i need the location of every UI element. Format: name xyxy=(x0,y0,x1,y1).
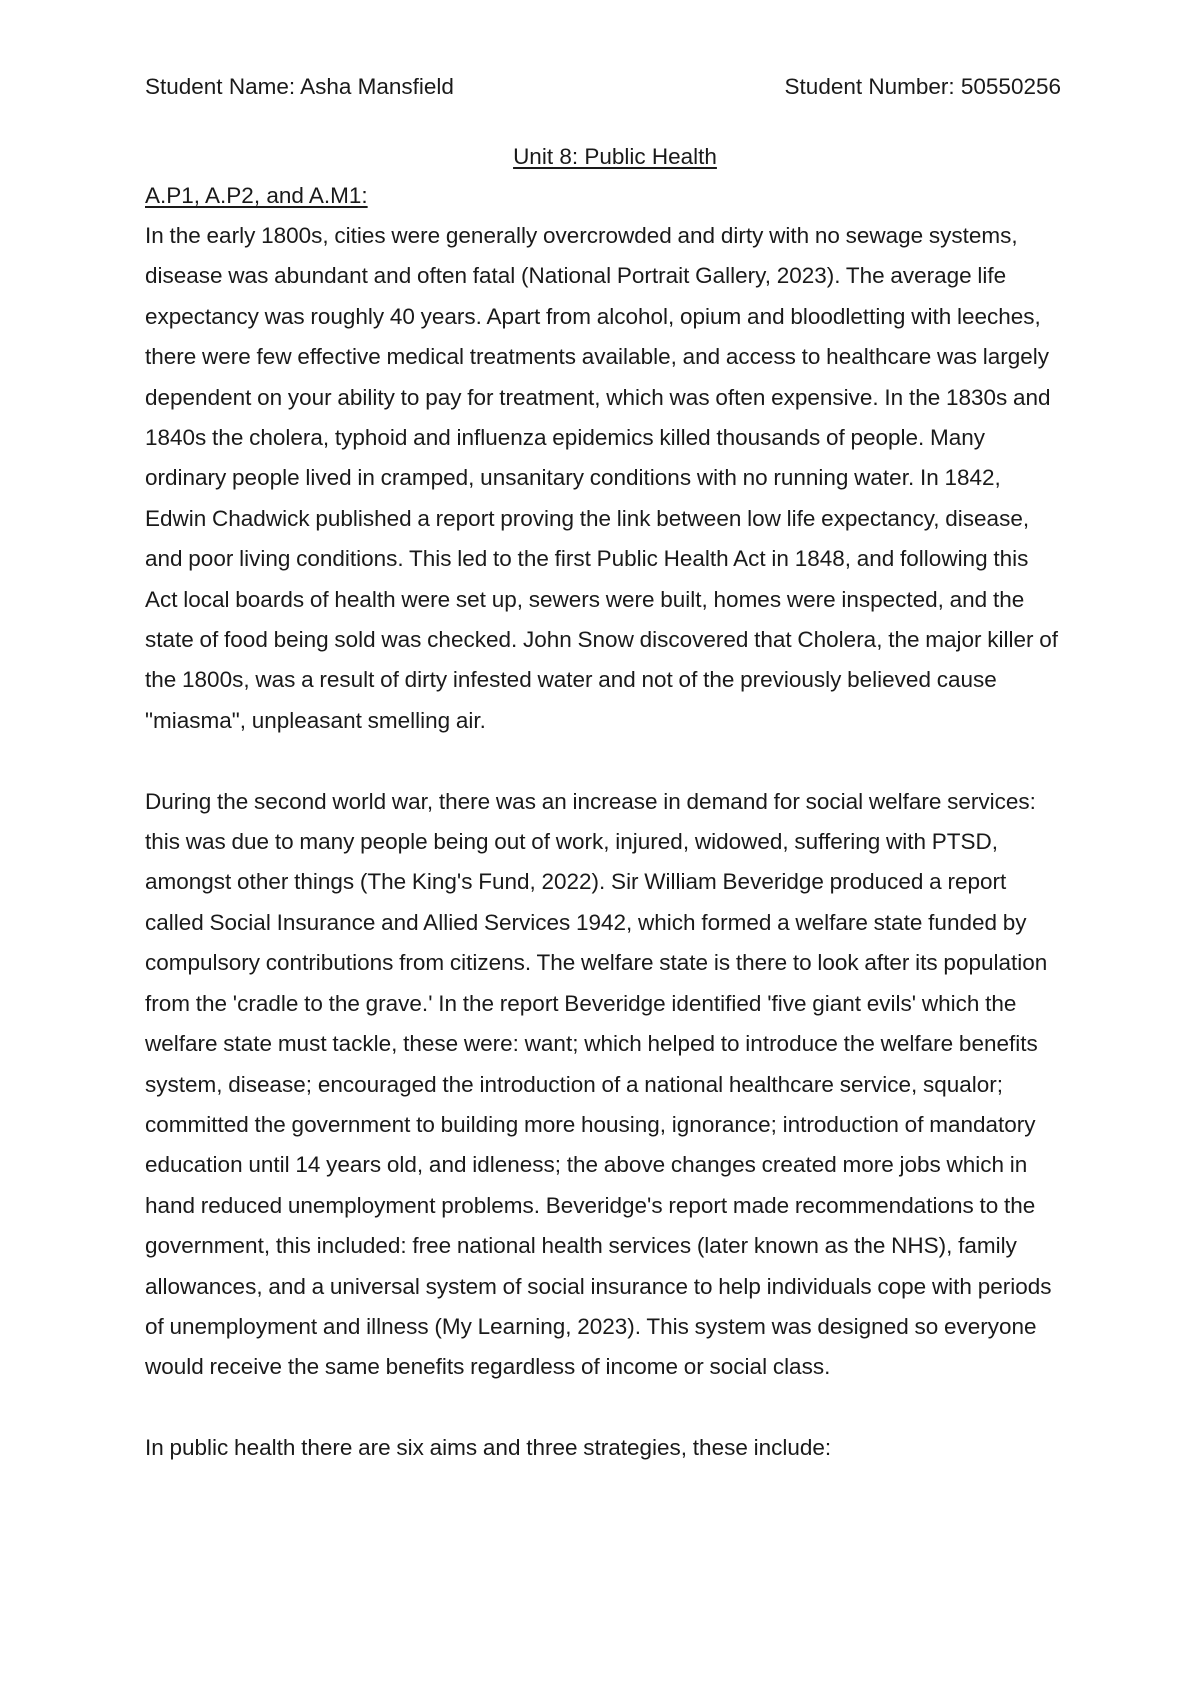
paragraph-victorian-public-health: In the early 1800s, cities were generally overcrowded and dirty with no sewage systems, disease was abundant and often fatal (National Portrait Gallery, 2023). The average life expectancy was roughly 40 years. Apart from alcohol, opium and bloodletting with leeches, there were few effective medical treatments available, and access to healthcare was largely dependent on your ability to pay for treatment, which was often expensive. In the 1830s and 1840s the cholera, typhoid and influenza epidemics killed thousands of people. Many ordinary people lived in cramped, unsanitary conditions with no running water. In 1842, Edwin Chadwick published a report proving the link between low life expectancy, disease, and poor living conditions. This led to the first Public Health Act in 1848, and following this Act local boards of health were set up, sewers were built, homes were inspected, and the state of food being sold was checked. John Snow discovered that Cholera, the major killer of the 1800s, was a result of dirty infested water and not of the previously believed cause "miasma", unpleasant smelling air. xyxy=(145,223,1059,733)
document-header xyxy=(145,68,1065,106)
student-number: Student Number: 50550256 xyxy=(784,74,1061,99)
section-label: A.P1, A.P2, and A.M1: xyxy=(145,183,368,208)
student-name: Student Name: Asha Mansfield xyxy=(145,74,454,99)
section-label-row xyxy=(145,176,1065,216)
paragraph-gap xyxy=(145,741,1065,781)
document-title: Unit 8: Public Health xyxy=(513,144,717,169)
paragraph-gap xyxy=(145,1388,1065,1428)
paragraph-welfare-state: During the second world war, there was an increase in demand for social welfare services: this was due to many people being out of work, injured, widowed, suffering with PTSD, amongst other things (The King's Fund, 2022). Sir William Beveridge produced a report called Social Insurance and Allied Services 1942, which formed a welfare state funded by compulsory contributions from citizens. The welfare state is there to look after its population from the 'cradle to the grave.' In the report Beveridge identified 'five giant evils' which the welfare state must tackle, these were: want; which helped to introduce the welfare benefits system, disease; encouraged the introduction of a national healthcare service, squalor; committed the government to building more housing, ignorance; introduction of mandatory education until 14 years old, and idleness; the above changes created more jobs which in hand reduced unemployment problems. Beveridge's report made recommendations to the government, this included: free national health services (later known as the NHS), family allowances, and a universal system of social insurance to help individuals cope with periods of unemployment and illness (My Learning, 2023). This system was designed so everyone would receive the same benefits regardless of income or social class. xyxy=(145,788,1052,1380)
document-title-row xyxy=(145,138,1065,176)
document-page xyxy=(145,68,1065,1469)
paragraph-aims-intro: In public health there are six aims and three strategies, these include: xyxy=(145,1435,832,1461)
